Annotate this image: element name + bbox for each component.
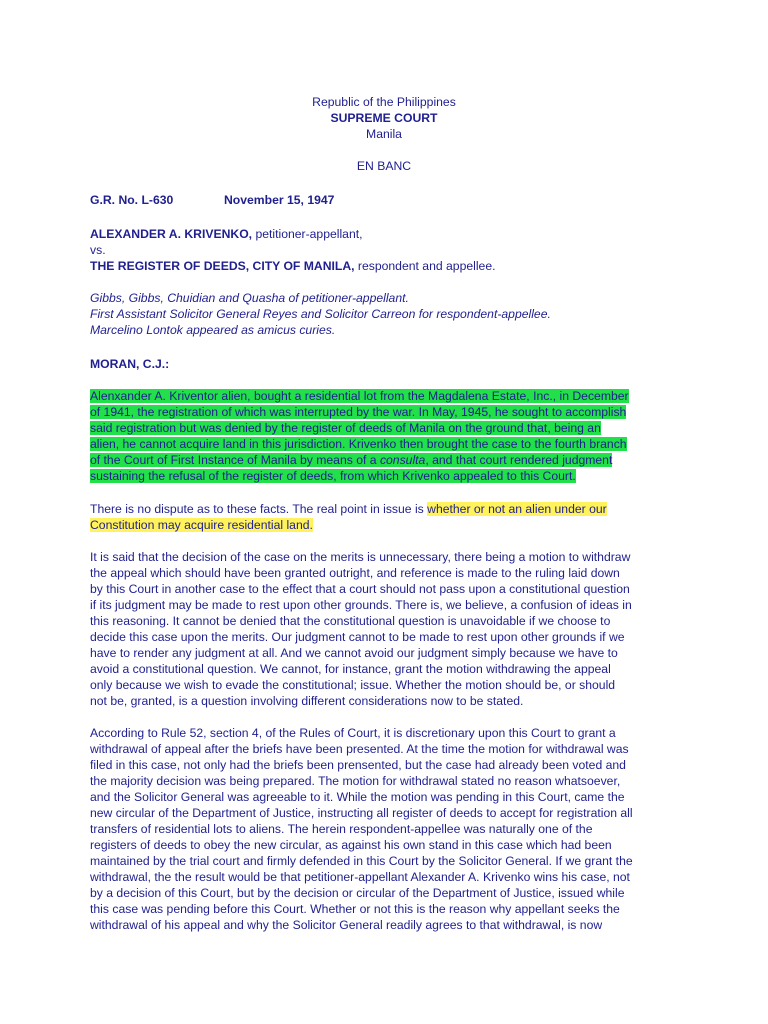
paragraph-line: not be, granted, is a question involving different considerations now to be stated. [90, 694, 524, 708]
issue-highlight: Constitution may acquire residential land. [90, 518, 313, 532]
paragraph-issue [90, 501, 690, 533]
consulta-term: consulta [379, 453, 426, 467]
paragraph-line: only because we wish to evade the constitutional; issue. Whether the motion should be, or should [90, 678, 616, 692]
petitioner-line [90, 226, 690, 242]
respondent-role: respondent and appellee. [354, 259, 496, 273]
parties [90, 226, 690, 274]
paragraph-line: withdrawal of his appeal and why the Solicitor General readily agrees to that withdrawal, is now [90, 918, 603, 932]
paragraph-line: if its judgment may be made to rest upon other grounds. There is, we believe, a confusion of ideas in [90, 598, 632, 612]
paragraph-facts [90, 388, 690, 484]
paragraph-line: have to render any judgment at all. And we cannot avoid our judgment simply because we have to [90, 646, 618, 660]
counsel-list [90, 290, 690, 338]
paragraph-line: the majority decision was being prepared. The motion for withdrawal stated no reason whatsoever, [90, 774, 621, 788]
paragraph-rule [90, 725, 690, 933]
opinion-author: MORAN, C.J.: [90, 357, 170, 371]
paragraph-line: withdrawal of appeal after the briefs have been presented. At the time the motion for withdrawal was [90, 742, 629, 756]
paragraph-line: According to Rule 52, section 4, of the Rules of Court, it is discretionary upon this Court to grant a [90, 726, 616, 740]
paragraph-line: transfers of residential lots to aliens. The herein respondent-appellee was naturally one of the [90, 822, 593, 836]
respondent-name: THE REGISTER OF DEEDS, CITY OF MANILA, [90, 259, 355, 273]
paragraph-line: avoid a constitutional question. We cannot, for instance, grant the motion withdrawing the appeal [90, 662, 611, 676]
petitioner-role: petitioner-appellant, [252, 227, 363, 241]
petitioner-name: ALEXANDER A. KRIVENKO, [90, 227, 253, 241]
case-number-line [90, 192, 690, 208]
paragraph-line-start: of the Court of First Instance of Manila by means of a [90, 453, 380, 467]
issue-highlight: whether or not an alien under our [427, 502, 607, 516]
versus-line: vs. [90, 243, 106, 257]
paragraph-line: of 1941, the registration of which was interrupted by the war. In May, 1945, he sought to accomplish [90, 405, 627, 419]
paragraph-line: It is said that the decision of the case on the merits is unnecessary, there being a motion to withdraw [90, 550, 631, 564]
paragraph-line: maintained by the trial court and firmly defended in this Court by the Solicitor General. If we grant the [90, 854, 633, 868]
paragraph-line: said registration but was denied by the register of deeds of Manila on the ground that, being an [90, 421, 601, 435]
paragraph-motion [90, 549, 690, 709]
paragraph-line: filed in this case, not only had the briefs been prensented, but the case had already been voted and [90, 758, 626, 772]
paragraph-line: alien, he cannot acquire land in this jurisdiction. Krivenko then brought the case to the fourth branch [90, 437, 627, 451]
paragraph-line: the appeal which should have been granted outright, and reference is made to the ruling laid down [90, 566, 620, 580]
paragraph-line: this case was pending before this Court. Whether or not this is the reason why appellant seeks the [90, 902, 620, 916]
gr-number: G.R. No. L-630 [90, 193, 174, 207]
counsel-line: Gibbs, Gibbs, Chuidian and Quasha of petitioner-appellant. [90, 291, 409, 305]
republic-line: Republic of the Philippines [312, 95, 456, 109]
paragraph-line: registers of deeds to obey the new circular, as against his own stand in this case which had been [90, 838, 612, 852]
paragraph-line: sustaining the refusal of the register of deeds, from which Krivenko appealed to this Court. [90, 469, 576, 483]
paragraph-line: by this Court in another case to the effect that a court should not pass upon a constitutional question [90, 582, 630, 596]
paragraph-line: withdrawal, the the result would be that petitioner-appellant Alexander A. Krivenko wins his case, not [90, 870, 630, 884]
counsel-line: Marcelino Lontok appeared as amicus curies. [90, 323, 336, 337]
paragraph-line-end: , and that court rendered judgment [425, 453, 613, 467]
paragraph-line: decide this case upon the merits. Our judgment cannot to be made to rest upon other grounds if we [90, 630, 625, 644]
court-name: SUPREME COURT [330, 111, 438, 125]
paragraph-line: this reasoning. It cannot be denied that the constitutional question is unavoidable if we choose to [90, 614, 611, 628]
court-header [0, 94, 768, 142]
city-line: Manila [366, 127, 402, 141]
respondent-line [90, 258, 690, 274]
issue-text: There is no dispute as to these facts. The real point in issue is [90, 502, 428, 516]
paragraph-line: new circular of the Department of Justice, instructing all register of deeds to accept for registration all [90, 806, 633, 820]
paragraph-line: by a decision of this Court, but by the decision or circular of the Department of Justice, issued while [90, 886, 625, 900]
paragraph-line [90, 453, 612, 467]
decision-date: November 15, 1947 [224, 193, 335, 207]
counsel-line: First Assistant Solicitor General Reyes and Solicitor Carreon for respondent-appellee. [90, 307, 551, 321]
paragraph-line: Alenxander A. Kriventor alien, bought a residential lot from the Magdalena Estate, Inc., in December [90, 389, 629, 403]
paragraph-line: and the Solicitor General was agreeable to it. While the motion was pending in this Court, came the [90, 790, 625, 804]
division-line: EN BANC [356, 159, 412, 173]
